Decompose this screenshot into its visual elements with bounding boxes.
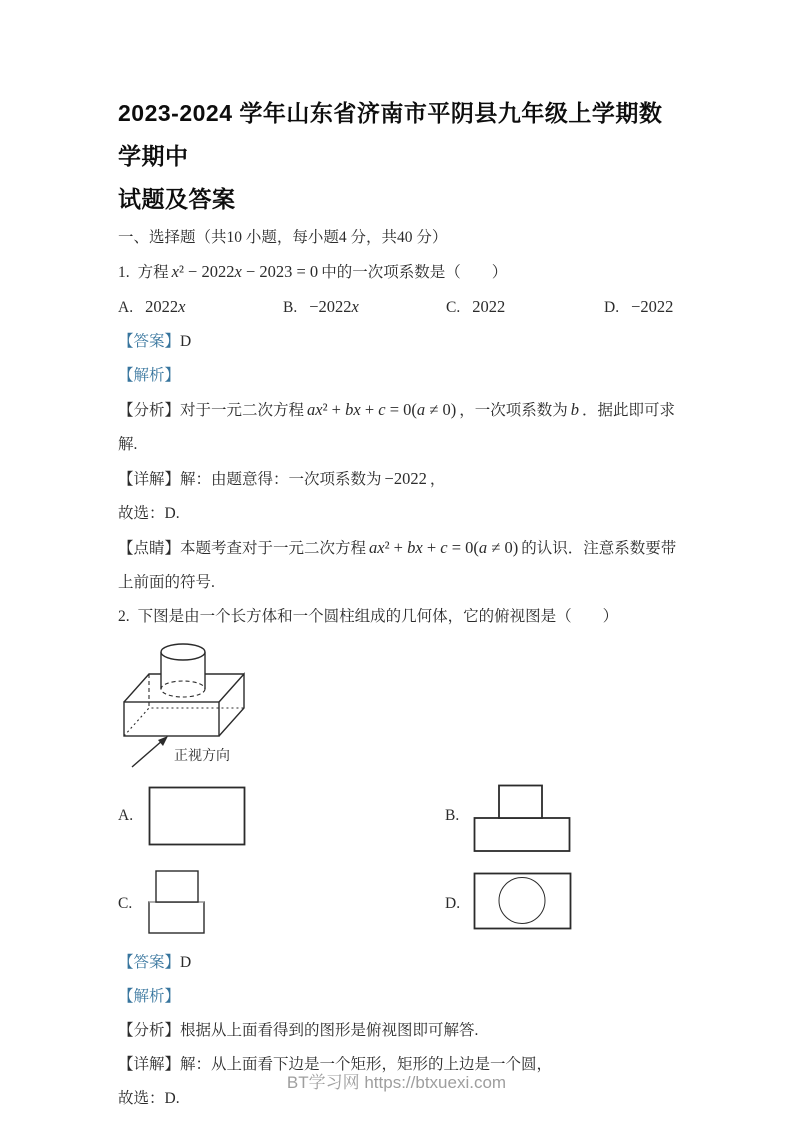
option-d-figure-rect-with-circle [473,872,573,931]
answer-letter-2: D [180,954,192,971]
section-heading: 一、选择题（共10 小题，每小题4 分，共40 分） [118,229,448,246]
analysis-tag-2: 【解析】 [118,988,181,1005]
question-2-fenxi: 【分析】根据从上面看得到的图形是俯视图即可解答. [118,1022,479,1039]
option-a [118,290,283,325]
option-c-figure-square-on-rect [148,870,208,934]
question-1-equation: x² − 2022x − 2023 = 0 [171,262,319,281]
option-c-bottom-rect [149,902,204,933]
box-front-face [124,702,219,736]
question-2-stem-text: 下图是由一个长方体和一个圆柱组成的几何体，它的俯视图是（ ） [137,608,619,625]
question-1-fenxi [118,393,678,462]
dianjing-text-post: 的认识．注意系数要带上前面的符号. [118,540,677,591]
option-d-circle [499,878,545,924]
option-b [283,290,446,325]
question-2-analysis-tag [118,980,678,1014]
option-b-bottom-rect [475,818,570,851]
option-a-label: A. [118,299,134,316]
option-b-top-square [499,786,542,819]
question-1-dianjing [118,531,678,600]
question-2-xiangjie: 【详解】解：从上面看下边是一个矩形，矩形的上边是一个圆， [118,1056,553,1073]
fenxi-equation: ax² + bx + c = 0(a ≠ 0) [307,400,457,419]
option-d [604,290,678,325]
box-cylinder-figure [116,634,306,784]
question-1-stem-pre: 方程 [137,264,169,281]
xiangjie-value: −2022 [384,469,427,488]
page-title-line-2: 试题及答案 [118,186,236,212]
page-title-line-1: 2023-2024 学年山东省济南市平阴县九年级上学期数学期中 [118,100,663,169]
figure-option-d-label: D. [445,895,461,912]
question-1-answer [118,325,678,359]
option-a-figure-rectangle [148,786,247,847]
fenxi-text-mid: ，一次项系数为 [459,402,568,419]
question-1-number: 1. [118,264,130,281]
arrowhead-icon [158,736,168,746]
answer-tag-2: 【答案】 [118,954,181,971]
option-c-label: C. [446,299,461,316]
figure-option-b-label: B. [445,807,460,824]
question-1-options [118,290,678,325]
fenxi-text: 【分析】对于一元二次方程 [118,402,305,419]
figure-option-a-label: A. [118,807,134,824]
document-content [118,92,678,1116]
option-b-label: B. [283,299,298,316]
option-a-rect [150,788,245,845]
option-c [446,290,604,325]
question-2-solid-figure [118,634,678,784]
question-2-options-row-2 [118,870,678,934]
question-2-stem [118,600,678,634]
answer-letter: D [180,333,192,350]
option-b-figure-rect-with-square-on-top [473,784,572,853]
question-2-guxuan: 故选：D. [118,1090,180,1107]
box-right-face [219,674,244,736]
watermark-link[interactable]: BT学习网 https://btxuexi.com [286,1073,507,1092]
dianjing-equation: ax² + bx + c = 0(a ≠ 0) [369,538,519,557]
question-1-xiangjie [118,462,678,497]
question-2-options-row-1 [118,784,678,852]
site-watermark [0,1068,793,1093]
question-2-answer [118,946,678,980]
dianjing-text: 【点睛】本题考查对于一元二次方程 [118,540,367,557]
option-c-value: 2022 [472,297,506,316]
question-1-analysis-tag [118,359,678,393]
question-2-number: 2. [118,608,130,625]
option-a-value: 2022x [145,297,186,316]
option-d-label: D. [604,299,620,316]
answer-tag: 【答案】 [118,333,181,350]
fenxi-text-post: ．据此即可求解. [118,402,675,453]
xiangjie-text: 【详解】解：由题意得：一次项系数为 [118,471,382,488]
question-1-stem [118,255,678,290]
question-1-guxuan: 故选：D. [118,505,180,522]
xiangjie-text-post: ， [429,471,446,488]
box-hidden-bottom-edges [124,708,244,736]
fenxi-variable: b [570,400,579,419]
view-direction-label: 正视方向 [174,749,230,764]
cylinder-top-ellipse [161,644,205,660]
option-d-rect [475,874,571,929]
analysis-tag: 【解析】 [118,367,181,384]
option-c-top-square [156,871,198,902]
option-d-value: −2022 [631,297,674,316]
option-b-value: −2022x [309,297,359,316]
figure-option-c-label: C. [118,895,133,912]
question-1-stem-post: 中的一次项系数是（ ） [321,264,508,281]
view-direction-arrow [132,740,163,767]
